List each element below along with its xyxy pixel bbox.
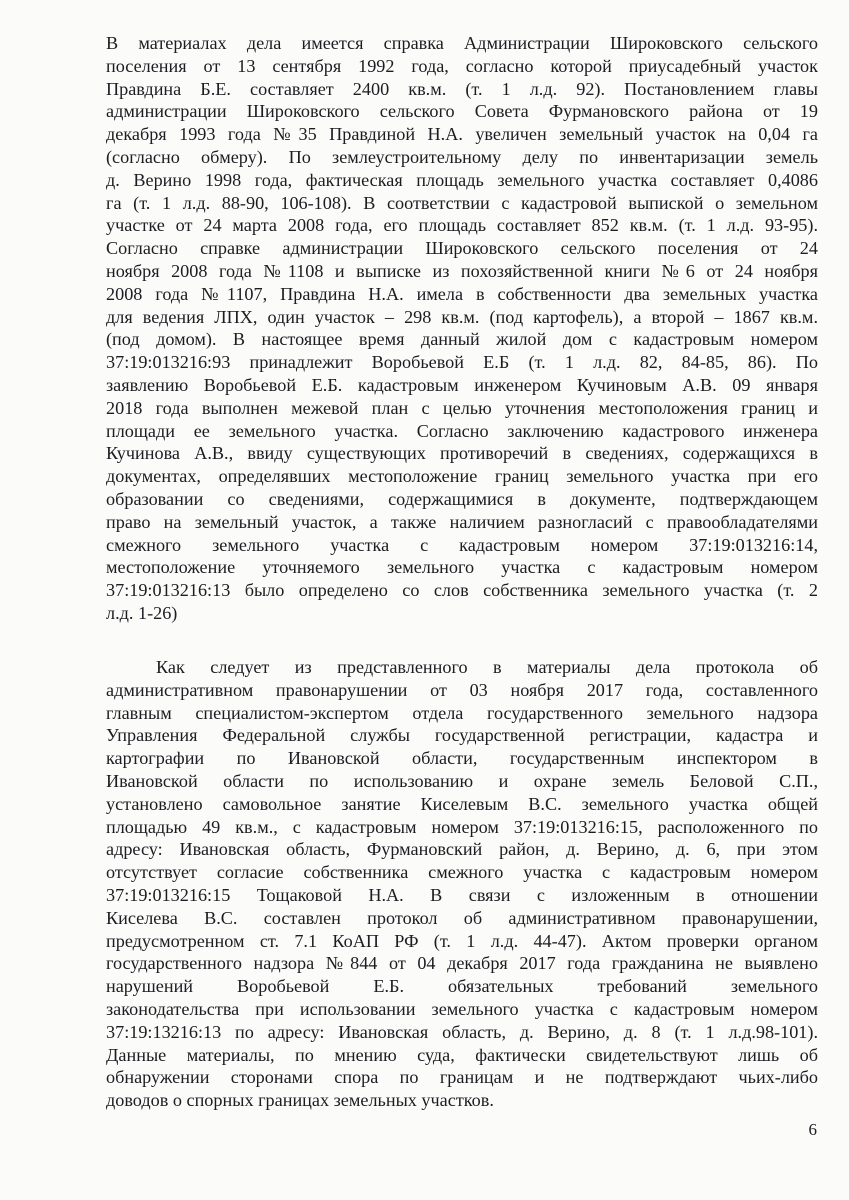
text-line: отсутствует согласие собственника смежного участка с кадастровым номером (106, 862, 818, 883)
text-line: право на земельный участок, а также наличием разногласий с правообладателями (106, 511, 818, 532)
text-line: смежного земельного участка с кадастровым номером 37:19:013216:14, (106, 534, 818, 555)
text-line: Согласно справке администрации Широковского сельского поселения от 24 (106, 238, 818, 259)
text-line: поселения от 13 сентября 1992 года, согласно которой приусадебный участок (106, 55, 818, 76)
text-line: картографии по Ивановской области, государственным инспектором в (106, 748, 818, 769)
text-line: площадью 49 кв.м., с кадастровым номером 37:19:013216:15, расположенного по (106, 816, 818, 837)
text-line: государственного надзора №844 от 04 декабря 2017 года гражданина не выявлено (106, 953, 818, 974)
text-line: участке от 24 марта 2008 года, его площадь составляет 852 кв.м. (т. 1 л.д. 93-95). (106, 215, 818, 236)
text-line: административном правонарушении от 03 ноября 2017 года, составленного (106, 679, 818, 700)
text-line: Правдина Б.Е. составляет 2400 кв.м. (т. 1 л.д. 92). Постановлением главы (106, 78, 818, 99)
text-line: Данные материалы, по мнению суда, фактически свидетельствуют лишь об (106, 1044, 818, 1065)
text-line: (под домом). В настоящее время данный жилой дом с кадастровым номером (106, 329, 818, 350)
text-line: Кучинова А.В., ввиду существующих противоречий в сведениях, содержащихся в (106, 443, 818, 464)
text-line: главным специалистом-экспертом отдела государственного земельного надзора (106, 702, 818, 723)
text-line: местоположение уточняемого земельного участка с кадастровым номером (106, 557, 818, 578)
text-line: 2018 года выполнен межевой план с целью уточнения местоположения границ и (106, 397, 818, 418)
text-line: га (т. 1 л.д. 88-90, 106-108). В соответствии с кадастровой выпиской о земельном (106, 192, 818, 213)
text-line: нарушений Воробьевой Е.Б. обязательных требований земельного (106, 976, 818, 997)
text-line: документах, определявших местоположение границ земельного участка при его (106, 466, 818, 487)
paragraph-2 (106, 656, 818, 1112)
text-line: л.д. 1-26) (106, 602, 178, 623)
page-number: 6 (808, 1120, 817, 1139)
text-line: Как следует из представленного в материалы дела протокола об (156, 657, 818, 677)
text-line: д. Верино 1998 года, фактическая площадь земельного участка составляет 0,4086 (106, 169, 818, 190)
text-line: 37:19:013216:15 Тощаковой Н.А. В связи с изложенным в отношении (106, 884, 818, 905)
text-line: 37:19:13216:13 по адресу: Ивановская область, д. Верино, д. 8 (т. 1 л.д.98-101). (106, 1021, 818, 1042)
text-line: обнаружении сторонами спора по границам и не подтверждают чьих-либо (106, 1067, 818, 1088)
text-line: 37:19:013216:93 принадлежит Воробьевой Е.Б (т. 1 л.д. 82, 84-85, 86). По (106, 352, 818, 373)
text-line: доводов о спорных границах земельных участков. (106, 1090, 494, 1111)
text-line: адресу: Ивановская область, Фурмановский район, д. Верино, д. 6, при этом (106, 839, 818, 860)
text-line: администрации Широковского сельского Совета Фурмановского района от 19 (106, 101, 818, 122)
paragraph-1 (106, 32, 818, 625)
text-line: предусмотренном ст. 7.1 КоАП РФ (т. 1 л.д. 44-47). Актом проверки органом (106, 930, 818, 951)
text-line: (согласно обмеру). По землеустроительному делу по инвентаризации земель (106, 146, 818, 167)
text-line: ноября 2008 года №1108 и выписке из похозяйственной книги №6 от 24 ноября (106, 260, 818, 281)
text-line: Ивановской области по использованию и охране земель Беловой С.П., (106, 770, 818, 791)
text-line: декабря 1993 года №35 Правдиной Н.А. увеличен земельный участок на 0,04 га (106, 124, 818, 145)
text-line: 37:19:013216:13 было определено со слов собственника земельного участка (т. 2 (106, 580, 818, 601)
text-line: законодательства при использовании земельного участка с кадастровым номером (106, 998, 818, 1019)
text-line: площади ее земельного участка. Согласно заключению кадастрового инженера (106, 420, 818, 441)
text-line: заявлению Воробьевой Е.Б. кадастровым инженером Кучиновым А.В. 09 января (106, 374, 818, 395)
text-line: В материалах дела имеется справка Администрации Широковского сельского (106, 33, 818, 53)
text-line: установлено самовольное занятие Киселевым В.С. земельного участка общей (106, 793, 818, 814)
text-line: для ведения ЛПХ, один участок – 298 кв.м. (под картофель), а второй – 1867 кв.м. (106, 306, 818, 327)
text-line: Управления Федеральной службы государственной регистрации, кадастра и (106, 725, 818, 746)
text-line: 2008 года №1107, Правдина Н.А. имела в собственности два земельных участка (106, 283, 818, 304)
text-line: образовании со сведениями, содержащимися в документе, подтверждающем (106, 488, 818, 509)
text-line: Киселева В.С. составлен протокол об административном правонарушении, (106, 907, 818, 928)
